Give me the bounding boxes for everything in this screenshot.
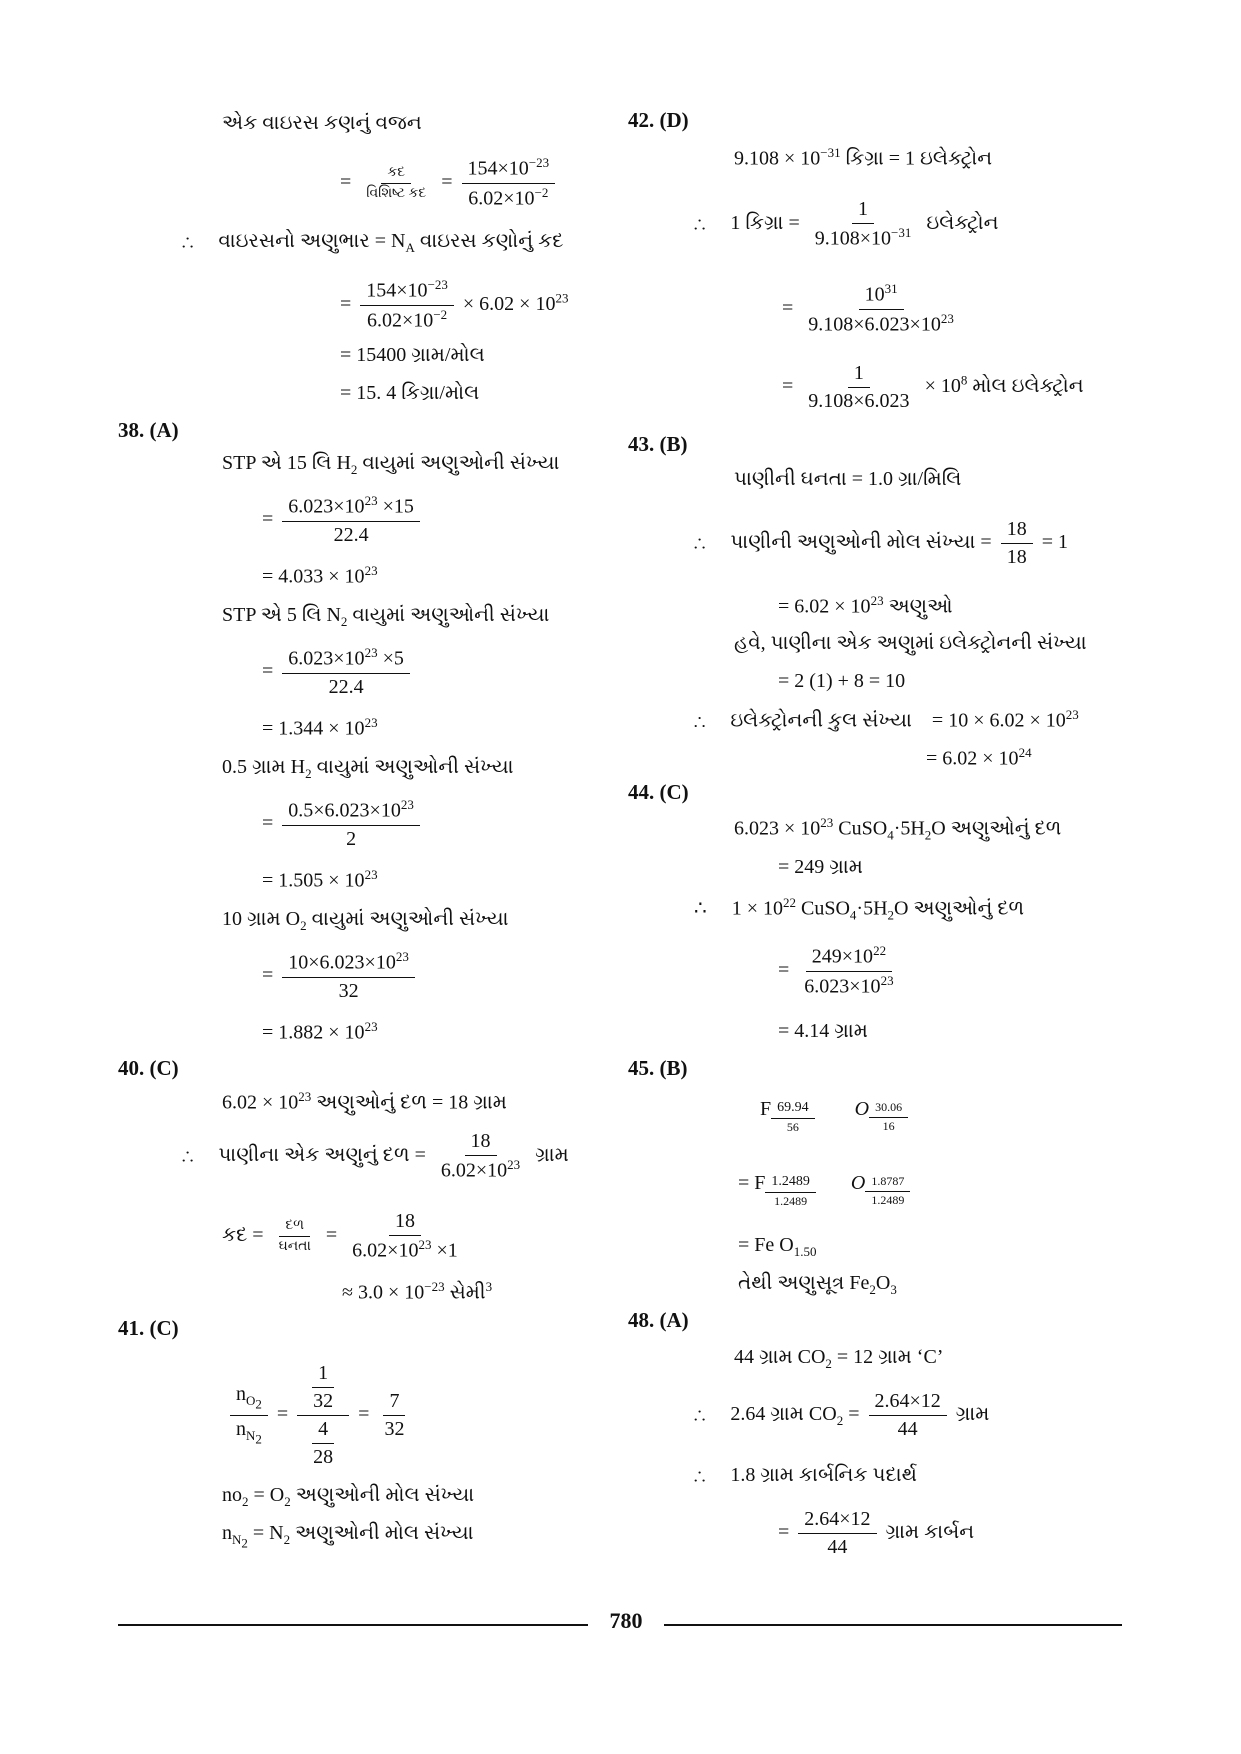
equation-line: 44 ગ્રામ $CO_2 = 12$ ગ્રામ ‘C’ [734,1346,944,1371]
equation-line: $6.023 \times 10^{23}$ $CuSO_4\cdot 5H_2O$ અણુઓનું દળ [734,815,1062,843]
equation-line: = $\frac{10^{31}}{9.108\times 6.023\times 10^{23}}$ [782,282,964,336]
result-line: = $1.882 \times 10^{23}$ [262,1019,378,1044]
result-line: = $1.344 \times 10^{23}$ [262,715,378,740]
fraction: $\frac{2.64\times 12}{44}$ [869,1390,947,1441]
result-line: = $4.033 \times 10^{23}$ [262,563,378,588]
result-line: ≈ $3.0 \times 10^{-23}$ સેમી$^3$ [342,1279,493,1304]
fraction: $\frac{18}{18}$ [1001,518,1033,569]
answer-label: 38. (A) [118,418,179,442]
answer-label: 48. (A) [628,1308,689,1332]
therefore-symbol: ∴ [182,230,194,252]
fraction: $\frac{1}{9.108\times 10^{-31}}$ [814,198,912,250]
equation-line: ∴ 1.8 ગ્રામ કાર્બનિક પદાર્થ [694,1464,917,1486]
equation-line: કદ = $\frac{\text{દળ}}{\text{ઘનતા}}$ = $\frac{18}{6.02\times 10^{23} \times 1}$ [222,1210,468,1263]
equation-line: ∴ 1 કિગ્રા = $\frac{1}{9.108\times 10^{-31}}$ ઇલેક્ટ્રોન [694,198,999,250]
ratio-line: F $_{\frac{69.94}{56}}$ O $_{\frac{30.06}{16}}$ [760,1098,908,1134]
fraction: $\frac{18}{6.02\times 10^{23} \times 1}$ [352,1210,458,1262]
fraction: $\frac{18}{6.02\times 10^{23}}$ [440,1130,521,1182]
equation-line: ∴ $1 \times 10^{22}$ $CuSO_4\cdot 5H_2O$ અણુઓનું દળ [694,895,1025,923]
fraction: $\frac{0.5\times 6.023\times 10^{23}}{2}$ [282,798,420,851]
mole-ratio-equation: $\frac{n_{O_2}}{n_{N_2}}$ = $\frac{\frac{1}{32}}{\frac{4}{28}}$ = $\frac{7}{32}$ [226,1362,414,1469]
fraction: $\frac{\text{કદ}}{\text{વિશિષ્ટ કદ}}$ [366,164,427,201]
result-line: = Fe $O_{1.50}$ [738,1234,817,1259]
result-line: = $6.02 \times 10^{23}$ અણુઓ [778,593,953,618]
equation-line: ∴ પાણીની અણુઓની મોલ સંખ્યા = $\frac{18}{18}$ = 1 [694,518,1068,568]
equation-line: ∴ પાણીના એક અણુનું દળ = $\frac{18}{6.02\times 10^{23}}$ ગ્રામ [182,1130,569,1182]
definition-line: $no_2 = O_2$ અણુઓની મોલ સંખ્યા [222,1484,475,1509]
page-number: 780 [609,1608,643,1633]
fraction: $\frac{7}{32}$ [384,1390,405,1440]
equation-line: ∴ 2.64 ગ્રામ $CO_2$ = $\frac{2.64\times 12}{44}$ ગ્રામ [694,1390,990,1440]
answer-label: 41. (C) [118,1316,179,1340]
equation-line: ∴ વાઇરસનો અણુભાર = $N_A$ વાઇરસ કણોનું કદ [182,230,564,255]
equation-line: = $\frac{6.023\times 10^{23} \times 15}{22.4}$ [262,494,424,547]
fraction: $\frac{249\times 10^{22}}{6.023\times 10^{23}}$ [804,943,894,998]
result-line: તેથી અણુસૂત્ર $Fe_2O_3$ [738,1272,897,1297]
answer-label: 44. (C) [628,780,689,804]
equation-line: 10 ગ્રામ $O_2$ વાયુમાં અણુઓની સંખ્યા [222,908,509,933]
ratio-line: = F $_{\frac{1.2489}{1.2489}}$ O $_{\frac{1.8787}{1.2489}}$ [738,1172,910,1208]
fraction: $\frac{6.023\times 10^{23} \times 15}{22.4}$ [282,494,420,547]
footer-rule-right [664,1624,1122,1626]
equation-line: $6.02 \times 10^{23}$ અણુઓનું દળ = 18 ગ્રામ [222,1089,507,1114]
equation-line: = $\frac{10\times 6.023\times 10^{23}}{32}$ [262,950,419,1003]
fraction: $\frac{2.64\times 12}{44}$ [798,1508,876,1559]
fraction: $\frac{n_{O_2}}{n_{N_2}}$ [230,1383,268,1447]
answer-label: 42. (D) [628,108,689,132]
result-line: = 249 ગ્રામ [778,856,863,878]
virus-weight-heading: એક વાઇરસ કણનું વજન [222,112,422,134]
fraction: $\frac{154\times 10^{-23}}{6.02\times 10^{-2}}$ [462,156,556,210]
equation-line: = $\frac{1}{9.108\times 6.023}$ × $10^8$ મોલ ઇલેક્ટ્રોન [782,362,1084,412]
equation-line: પાણીની ઘનતા = 1.0 ગ્રા/મિલિ [734,468,962,490]
result-line: = 4.14 ગ્રામ [778,1020,868,1042]
equation-line: $9.108 \times 10^{-31}$ કિગ્રા = 1 ઇલેક્ટ્રોન [734,145,993,170]
equation-line: 0.5 ગ્રામ $H_2$ વાયુમાં અણુઓની સંખ્યા [222,756,514,781]
fraction: $\frac{1}{9.108\times 6.023}$ [808,362,910,412]
fraction: $\frac{\text{દળ}}{\text{ઘનતા}}$ [278,1217,311,1254]
answer-label: 40. (C) [118,1056,179,1080]
answer-label: 43. (B) [628,432,688,456]
result-line: = 15. 4 કિગ્રા/મોલ [340,382,480,404]
result-line: = $6.02 \times 10^{24}$ [926,745,1032,770]
definition-line: $n_{N_2} = N_2$ અણુઓની મોલ સંખ્યા [222,1522,474,1551]
equation-line: = 2 (1) + 8 = 10 [778,670,906,692]
equation-line: = $\frac{\text{કદ}}{\text{વિશિષ્ટ કદ}}$ = $\frac{154\times 10^{-23}}{6.02\times 10^{-2}}$ [340,156,559,210]
result-line: = $1.505 \times 10^{23}$ [262,867,378,892]
equation-line: STP એ 5 લિ $N_2$ વાયુમાં અણુઓની સંખ્યા [222,604,550,629]
answer-label: 45. (B) [628,1056,688,1080]
fraction: $\frac{\frac{1}{32}}{\frac{4}{28}}$ [297,1362,349,1469]
equation-line: હવે, પાણીના એક અણુમાં ઇલેક્ટ્રોનની સંખ્યા [734,632,1087,654]
equation-line: ∴ ઇલેક્ટ્રોનની કુલ સંખ્યા = $10 \times 6.02 \times 10^{23}$ [694,707,1079,732]
equation-line: = $\frac{249\times 10^{22}}{6.023\times 10^{23}}$ [778,944,904,998]
equation-line: = $\frac{154\times 10^{-23}}{6.02\times 10^{-2}}$ × $6.02 \times 10^{23}$ [340,277,569,332]
equation-line: = $\frac{0.5\times 6.023\times 10^{23}}{2}$ [262,798,424,851]
equation-line: = $\frac{6.023\times 10^{23} \times 5}{22.4}$ [262,646,414,699]
equation-line: STP એ 15 લિ $H_2$ વાયુમાં અણુઓની સંખ્યા [222,452,560,477]
result-line: = 15400 ગ્રામ/મોલ [340,344,485,366]
fraction: $\frac{10^{31}}{9.108\times 6.023\times 10^{23}}$ [808,281,954,336]
equation-line: = $\frac{2.64\times 12}{44}$ ગ્રામ કાર્બન [778,1508,975,1558]
fraction: $\frac{10\times 6.023\times 10^{23}}{32}$ [282,950,415,1003]
fraction: $\frac{154\times 10^{-23}}{6.02\times 10^{-2}}$ [360,278,454,332]
footer-rule-left [118,1624,588,1626]
fraction: $\frac{6.023\times 10^{23} \times 5}{22.4}$ [282,646,410,699]
